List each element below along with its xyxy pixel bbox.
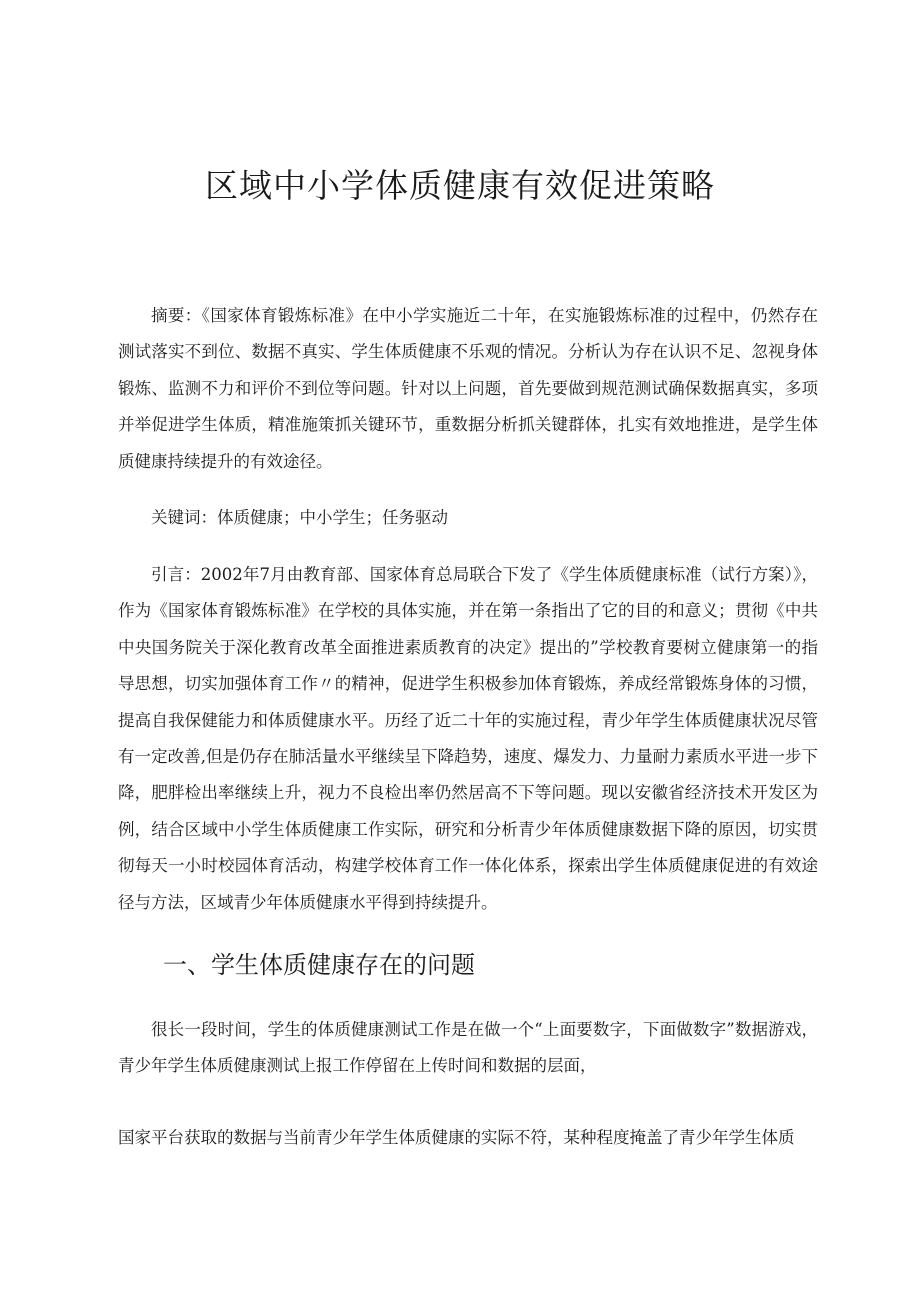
keywords-paragraph: 关键词：体质健康；中小学生；任务驱动	[151, 508, 448, 527]
intro-paragraph: 引言：2002年7月由教育部、国家体育总局联合下发了《学生体质健康标准（试行方案）》，作为《国家体育锻炼标准》在学校的具体实施，并在第一条指出了它的目的和意义；贯彻《中共中央国务院关于深化教育改革全面推进素质教育的决定》提出的”学校教育要树立健康第一的指导思想，切实加强体育工作〃的精神，促进学生积极参加体育锻炼，养成经常锻炼身体的习惯，提高自我保健能力和体质健康水平。历经了近二十年的实施过程，青少年学生体质健康状况尽管有一定改善,但是仍存在肺活量水平继续呈下降趋势，速度、爆发力、力量耐力素质水平进一步下降，肥胖检出率继续上升，视力不良检出率仍然居高不下等问题。现以安徽省经济技术开发区为例，结合区域中小学生体质健康工作实际，研究和分析青少年体质健康数据下降的原因，切实贯彻每天一小时校园体育活动，构建学校体育工作一体化体系，探索出学生体质健康促进的有效途径与方法，区域青少年体质健康水平得到持续提升。	[118, 565, 818, 912]
section-paragraph-continued: 国家平台获取的数据与当前青少年学生体质健康的实际不符，某种程度掩盖了青少年学生体质	[118, 1128, 795, 1147]
section-heading: 一、学生体质健康存在的问题	[163, 951, 475, 979]
abstract-paragraph: 摘要：《国家体育锻炼标准》在中小学实施近二十年，在实施锻炼标准的过程中，仍然存在测试落实不到位、数据不真实、学生体质健康不乐观的情况。分析认为存在认识不足、忽视身体锻炼、监测不力和评价不到位等问题。针对以上问题，首先要做到规范测试确保数据真实，多项并举促进学生体质，精准施策抓关键环节，重数据分析抓关键群体，扎实有效地推进，是学生体质健康持续提升的有效途径。	[118, 306, 818, 471]
document-title: 区域中小学体质健康有效促进策略	[205, 166, 715, 205]
section-paragraph: 很长一段时间，学生的体质健康测试工作是在做一个“上面要数字，下面做数字”数据游戏，青少年学生体质健康测试上报工作停留在上传时间和数据的层面，	[118, 1020, 818, 1076]
